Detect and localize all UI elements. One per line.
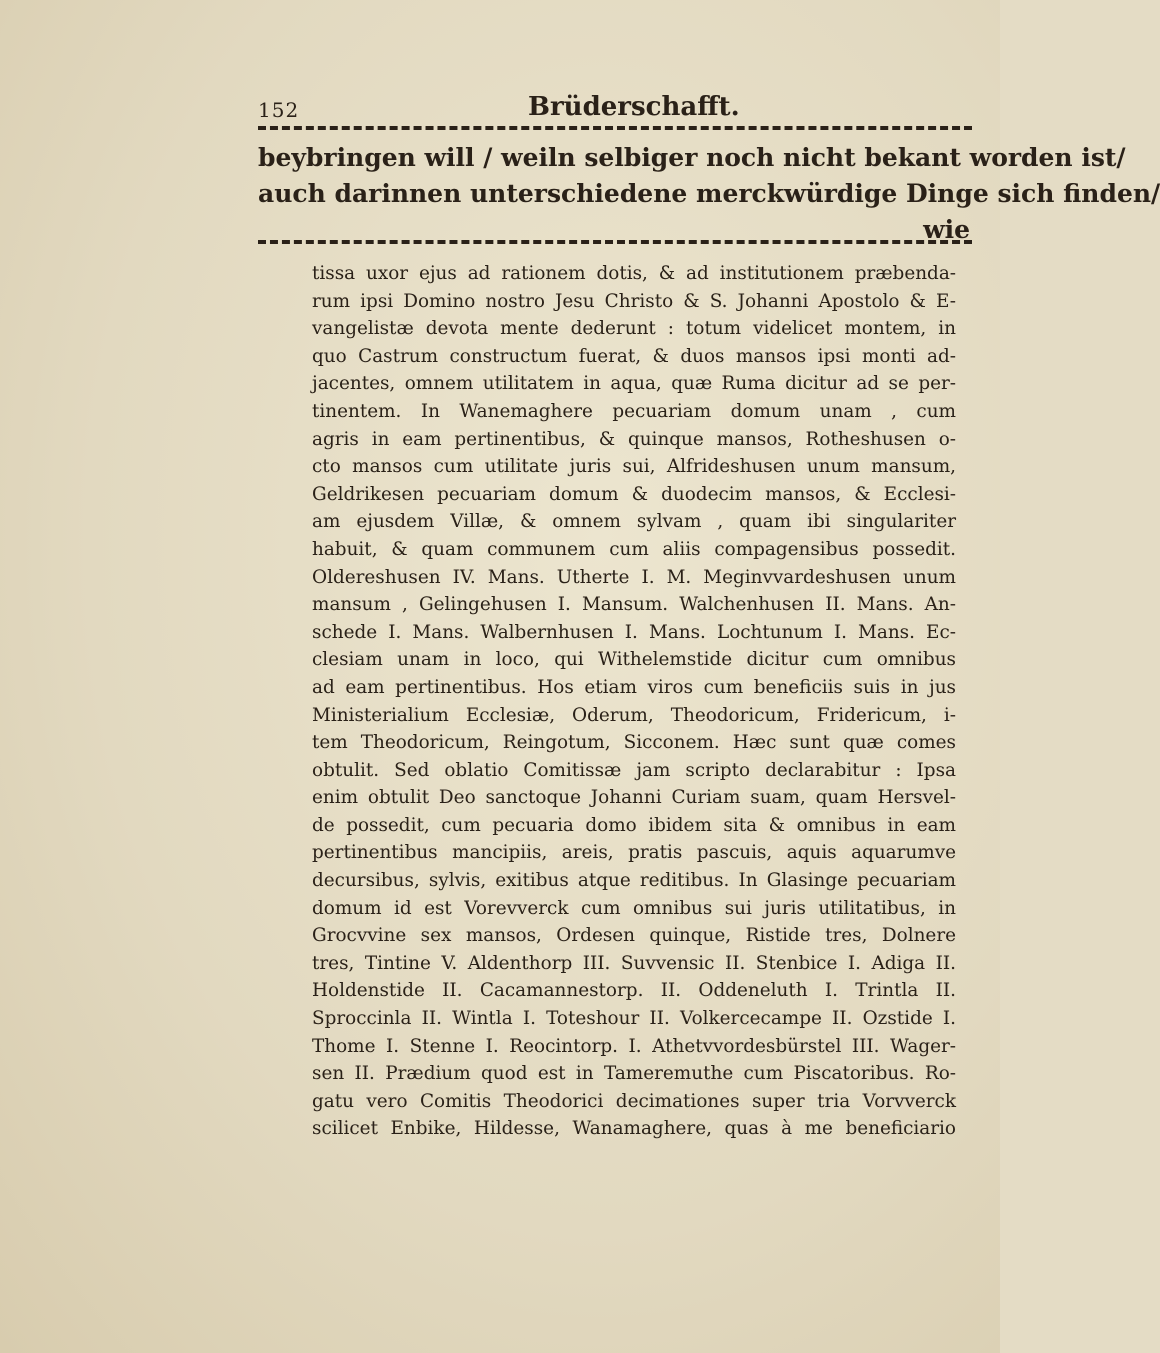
latin-line: Thome I. Stenne I. Reocintorp. I. Athetvvordesbürstel III. Wager- [312, 1035, 956, 1057]
latin-line: jacentes, omnem utilitatem in aqua, quæ Ruma dicitur ad se per- [312, 373, 956, 395]
latin-line: mansum , Gelingehusen I. Mansum. Walchenhusen II. Mans. An- [312, 594, 956, 616]
header-rule [258, 126, 972, 130]
latin-line: Sproccinla II. Wintla I. Toteshour II. Volkercecampe II. Ozstide I. [312, 1008, 956, 1030]
latin-line: decursibus, sylvis, exitibus atque reditibus. In Glasinge pecuariam [312, 870, 956, 892]
latin-line: ad eam pertinentibus. Hos etiam viros cum beneficiis suis in jus [312, 676, 956, 698]
latin-line: Ministerialium Ecclesiæ, Oderum, Theodoricum, Fridericum, i- [312, 704, 956, 726]
latin-line: Oldereshusen IV. Mans. Utherte I. M. Meginvvardeshusen unum [312, 566, 956, 588]
latin-line: quo Castrum constructum fuerat, & duos mansos ipsi monti ad- [312, 345, 956, 367]
latin-line: Holdenstide II. Cacamannestorp. II. Oddeneluth I. Trintla II. [312, 980, 956, 1002]
latin-line: tres, Tintine V. Aldenthorp III. Suvvensic II. Stenbice I. Adiga II. [312, 952, 956, 974]
latin-line: domum id est Vorevverck cum omnibus sui juris utilitatibus, in [312, 897, 956, 919]
latin-line: clesiam unam in loco, qui Withelemstide dicitur cum omnibus [312, 649, 956, 671]
latin-line: Grocvvine sex mansos, Ordesen quinque, Ristide tres, Dolnere [312, 925, 956, 947]
latin-line: agris in eam pertinentibus, & quinque mansos, Rotheshusen o- [312, 428, 956, 450]
latin-line: schede I. Mans. Walbernhusen I. Mans. Lochtunum I. Mans. Ec- [312, 621, 956, 643]
section-rule [258, 240, 972, 244]
latin-line: enim obtulit Deo sanctoque Johanni Curiam suam, quam Hersvel- [312, 787, 956, 809]
german-catchword: wie [923, 215, 970, 244]
latin-line: tissa uxor ejus ad rationem dotis, & ad institutionem præbenda- [312, 263, 956, 284]
latin-line: am ejusdem Villæ, & omnem sylvam , quam ibi singulariter [312, 511, 956, 533]
latin-line: tem Theodoricum, Reingotum, Sicconem. Hæc sunt quæ comes [312, 732, 956, 754]
latin-line: scilicet Enbike, Hildesse, Wanamaghere, quas à me beneficiario [312, 1118, 956, 1140]
page-header [258, 92, 970, 124]
latin-line: Geldrikesen pecuariam domum & duodecim mansos, & Ecclesi- [312, 483, 956, 505]
latin-line: sen II. Prædium quod est in Tameremuthe cum Piscatoribus. Ro- [312, 1063, 956, 1085]
latin-line: tinentem. In Wanemaghere pecuariam domum unam , cum [312, 400, 956, 422]
german-line: auch darinnen unterschiedene merckwürdige Dinge sich finden/ [258, 179, 1160, 208]
running-head: Brüderschafft. [528, 92, 740, 122]
latin-line: rum ipsi Domino nostro Jesu Christo & S. Johanni Apostolo & E- [312, 290, 956, 312]
latin-line: obtulit. Sed oblatio Comitissæ jam scripto declarabitur : Ipsa [312, 759, 956, 781]
latin-text-block [312, 260, 956, 1143]
latin-line: cto mansos cum utilitate juris sui, Alfrideshusen unum mansum, [312, 456, 956, 478]
latin-line: pertinentibus mancipiis, areis, pratis pascuis, aquis aquarumve [312, 842, 956, 864]
latin-line: de possedit, cum pecuaria domo ibidem sita & omnibus in eam [312, 814, 956, 836]
latin-line: habuit, & quam communem cum aliis compagensibus possedit. [312, 538, 956, 560]
german-line: beybringen will / weiln selbiger noch nicht bekant worden ist/ [258, 143, 1126, 172]
page-number: 152 [258, 98, 300, 122]
german-text-block [258, 140, 1160, 248]
latin-line: vangelistæ devota mente dederunt : totum videlicet montem, in [312, 318, 956, 340]
latin-line: gatu vero Comitis Theodorici decimationes super tria Vorvverck [312, 1090, 956, 1112]
